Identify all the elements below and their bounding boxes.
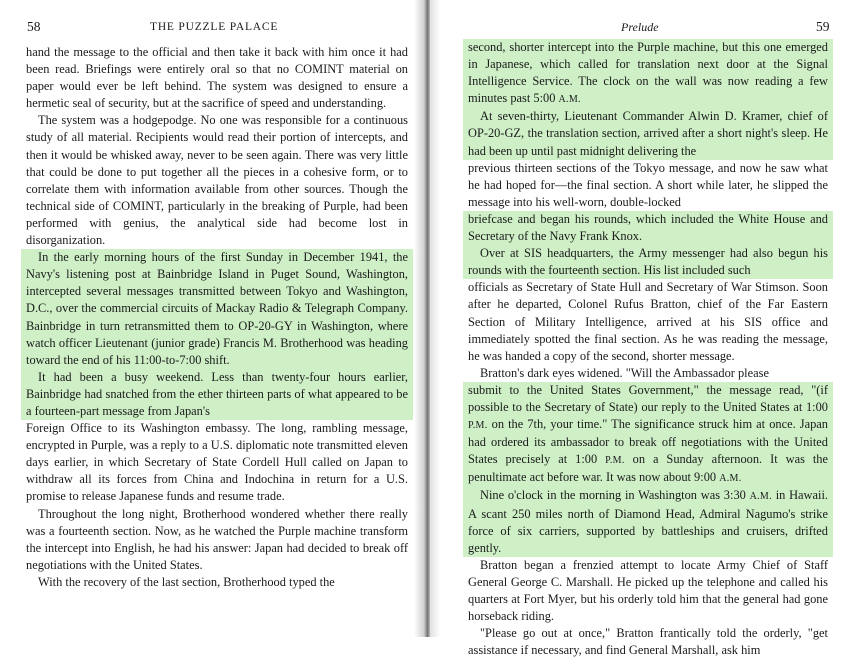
paragraph: previous thirteen sections of the Tokyo message, and now he saw what he had hoped for—the final section. A short while later, he slipped the message into his well-worn, double-locked [468, 160, 828, 209]
left-page [0, 0, 424, 637]
paragraph: Bratton began a frenzied attempt to locate Army Chief of Staff General George C. Marshall. He picked up the telephone and called his quarters at Fort Myer, but his orderly told him that the general had gone horseback riding. [468, 557, 828, 624]
highlighted-passage [463, 211, 833, 279]
time-abbrev: A.M. [749, 491, 772, 503]
page-body [26, 44, 408, 591]
time-abbrev: A.M. [719, 473, 742, 485]
paragraph: It had been a busy weekend. Less than twenty-four hours earlier, Bainbridge had snatched from the ether thirteen parts of what appeared to be a fourteen-part message from Japan's [26, 369, 408, 418]
running-head: THE PUZZLE PALACE [150, 21, 279, 33]
running-head: Prelude [621, 20, 659, 34]
page-edge-shadow [430, 0, 440, 637]
right-page [430, 0, 850, 658]
paragraph: officials as Secretary of State Hull and Secretary of War Stimson. Soon after he departed, Colonel Rufus Bratton, chief of the Far Eastern Section of Military Intelligence, arrived at his SIS office and immediately spotted the final section. As he was reading the message, he was handed a copy of the second, shorter message. [468, 280, 828, 363]
time-abbrev: A.M. [558, 94, 581, 106]
page-number: 59 [816, 19, 830, 34]
page-body [468, 39, 828, 659]
paragraph [468, 487, 828, 556]
text-run: submit to the United States Government," the message read, "(if possible to the Secretary of State) our reply to the United States at 1:00 [468, 382, 828, 414]
text-run: second, shorter intercept into the Purple machine, but this one emerged in Japanese, which called for translation next door at the Signal Intelligence Service. The clock on the wall was now reading a few minutes past 5:00 [468, 40, 828, 106]
highlighted-passage [463, 39, 833, 160]
paragraph: Foreign Office to its Washington embassy. The long, rambling message, encrypted in Purple, was a reply to a U.S. diplomatic note transmitted eleven days earlier, in which Secretary of State Cordell Hull called on Japan to withdraw all its forces from China and Indochina in return for a U.S. promise to release Japanese funds and resume trade. [26, 421, 408, 504]
text-run: in Hawaii. A scant 250 miles north of Diamond Head, Admiral Nagumo's strike force of six carriers, supported by battleships and cruisers, drifted gently. [468, 488, 828, 555]
text-run: on the 7th, your time." The significance struck him at once. Japan had ordered its ambassador to break off negotiations with the United States precisely at 1:00 [468, 417, 828, 467]
text-run: Nine o'clock in the morning in Washington was 3:30 [480, 488, 750, 503]
highlighted-passage [463, 382, 833, 557]
paragraph: At seven-thirty, Lieutenant Commander Alwin D. Kramer, chief of OP-20-GZ, the translation section, arrived after a short night's sleep. He had been up until past midnight delivering the [468, 109, 828, 158]
paragraph: Bratton's dark eyes widened. "Will the Ambassador please [480, 365, 769, 380]
page-edge-shadow [414, 0, 424, 637]
paragraph: "Please go out at once," Bratton frantically told the orderly, "get assistance if necessary, and find General Marshall, ask him [468, 626, 828, 658]
paragraph: The system was a hodgepodge. No one was responsible for a continuous study of all material. Recipients would read their portion of intercepts, and then it would be whisked away, never to be seen again. There was very little that could be done to put together all the pieces in a cohesive form, or to correlate them with information available from other sources. Though the technical side of COMINT, particularly in the breaking of Purple, had been performed with genius, the analytical side had become lost in disorganization. [26, 113, 408, 248]
text-run: on a Sunday afternoon. It was the penultimate act before war. It was now about 9:00 [468, 452, 828, 485]
paragraph: Throughout the long night, Brotherhood wondered whether there really was a fourteenth section. Now, as he watched the Purple machine transform the intercept into English, he had his answer: Japan had decided to break off negotiations with the United States. [26, 506, 408, 572]
highlighted-passage [21, 249, 413, 420]
time-abbrev: P.M. [468, 420, 488, 432]
paragraph [468, 382, 828, 488]
paragraph: briefcase and began his rounds, which included the White House and Secretary of the Navy Frank Knox. [468, 211, 828, 244]
paragraph: hand the message to the official and then take it back with him once it had been read. Briefings were entirely oral so that no COMINT material on paper would ever be left behind. The system was designed to ensure a hermetic seal of security, but at the sacrifice of speed and understanding. [26, 45, 408, 111]
paragraph: Over at SIS headquarters, the Army messenger had also begun his rounds with the fourteenth section. His list included such [468, 246, 828, 278]
time-abbrev: P.M. [605, 455, 625, 467]
page-number: 58 [27, 19, 41, 34]
paragraph: With the recovery of the last section, Brotherhood typed the [38, 574, 335, 589]
paragraph [468, 39, 828, 108]
paragraph: In the early morning hours of the first Sunday in December 1941, the Navy's listening post at Bainbridge Island in Puget Sound, Washington, intercepted several messages transmitted between Tokyo and Washington, D.C., over the commercial circuits of Mackay Radio & Telegraph Company. Bainbridge in turn retransmitted them to OP-20-GY in Washington, where watch officer Lieutenant (junior grade) Francis M. Brotherhood was heading toward the end of his 11:00-to-7:00 shift. [26, 250, 408, 367]
